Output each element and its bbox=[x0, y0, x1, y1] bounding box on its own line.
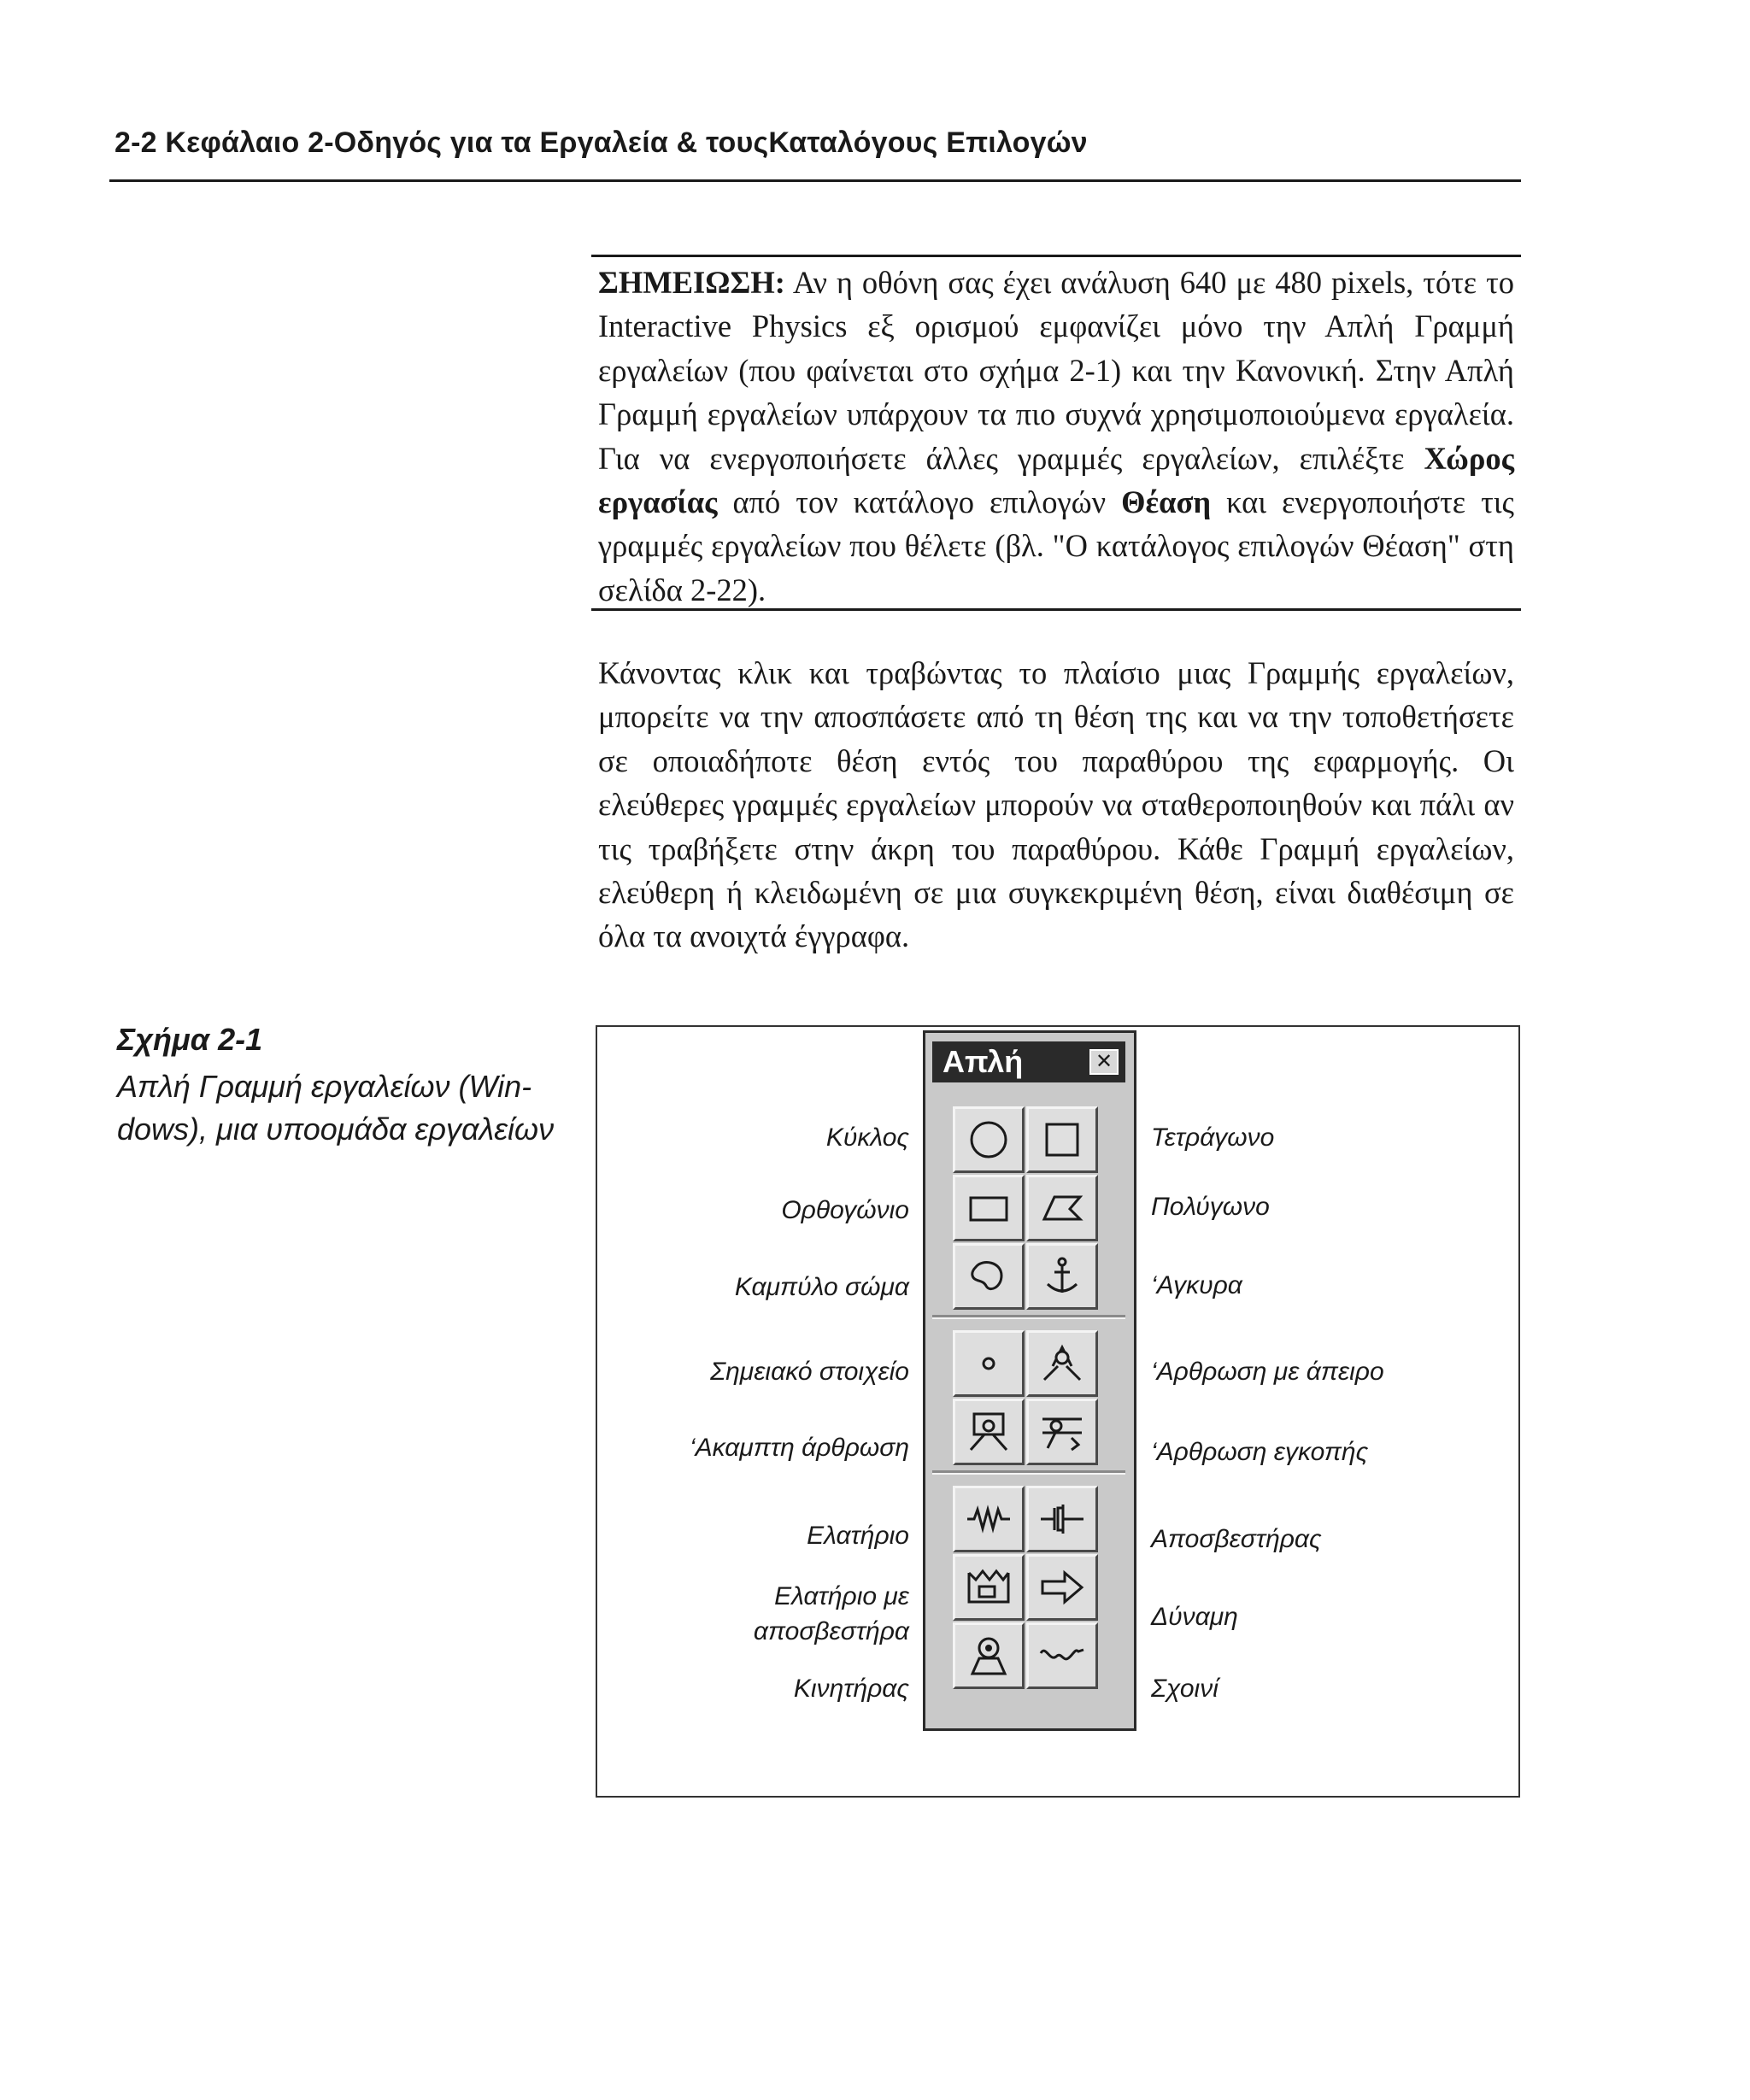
note-label: ΣΗΜΕΙΩΣΗ: bbox=[598, 265, 785, 300]
label-pin-joint: ‘Αρθρωση με άπειρο bbox=[1151, 1358, 1384, 1386]
damper-icon bbox=[1037, 1496, 1087, 1542]
label-damper: Αποσβεστήρας bbox=[1151, 1525, 1322, 1553]
rigid-joint-tool-button[interactable] bbox=[953, 1399, 1025, 1465]
note-text-1: Αν η οθόνη σας έχει ανάλυση 640 με 480 pixels, τότε το Interactive Physics εξ ορισμού εμφανίζει μόνο την Απλή Γραμμή εργαλείων (που φαίνεται στο σχήμα 2-1) και την Κανονική. Στην Απλή Γραμμή εργαλείων υπάρχουν τα πιο συχνά χρησιμοποιούμενα εργαλεία. Για να ενεργοποιήσετε άλλες γραμμές εργαλείων, επιλέξτε bbox=[598, 265, 1514, 476]
arrow-right-icon bbox=[1037, 1564, 1087, 1610]
label-rigid-joint: ‘Ακαμπτη άρθρωση bbox=[689, 1434, 909, 1462]
label-anchor: ‘Αγκυρα bbox=[1151, 1271, 1242, 1299]
damper-tool-button[interactable] bbox=[1026, 1486, 1098, 1552]
motor-tool-button[interactable] bbox=[953, 1622, 1025, 1689]
rectangle-tool-button[interactable] bbox=[953, 1175, 1025, 1241]
force-tool-button[interactable] bbox=[1026, 1554, 1098, 1621]
note-text-3: και ενεργοποιήστε τις γραμμές εργαλείων που θέλετε (βλ. "Ο κατάλογος επιλογών Θέαση" στη σελίδα 2-22). bbox=[598, 484, 1515, 607]
toolbar-titlebar[interactable] bbox=[932, 1041, 1125, 1082]
label-motor: Κινητήρας bbox=[793, 1675, 909, 1703]
motor-icon bbox=[964, 1633, 1013, 1679]
figure-caption-text: Απλή Γραμμή εργαλείων (Win-dows), μια υποομάδα εργαλείων bbox=[117, 1069, 555, 1147]
spring-damper-icon bbox=[964, 1564, 1013, 1610]
label-spring-damper-line2: αποσβεστήρα bbox=[753, 1617, 909, 1645]
toolbar-separator bbox=[932, 1315, 1125, 1319]
point-element-icon bbox=[964, 1340, 1013, 1387]
spring-tool-button[interactable] bbox=[953, 1486, 1025, 1552]
anchor-tool-button[interactable] bbox=[1026, 1243, 1098, 1310]
pin-joint-icon bbox=[1037, 1340, 1087, 1387]
note-paragraph bbox=[598, 261, 1514, 612]
label-spring: Ελατήριο bbox=[807, 1522, 909, 1550]
square-tool-button[interactable] bbox=[1026, 1106, 1098, 1173]
label-rope: Σχοινί bbox=[1151, 1675, 1219, 1703]
label-circle: Κύκλος bbox=[825, 1123, 909, 1152]
header-divider bbox=[109, 179, 1521, 182]
simple-toolbar[interactable] bbox=[923, 1030, 1136, 1731]
spring-icon bbox=[964, 1496, 1013, 1542]
label-polygon: Πολύγωνο bbox=[1151, 1193, 1270, 1221]
slot-joint-tool-button[interactable] bbox=[1026, 1399, 1098, 1465]
toolbar-title: Απλή bbox=[943, 1044, 1024, 1079]
note-top-rule bbox=[591, 255, 1521, 257]
slot-joint-icon bbox=[1037, 1409, 1087, 1455]
curved-body-tool-button[interactable] bbox=[953, 1243, 1025, 1310]
curved-body-icon bbox=[964, 1253, 1013, 1299]
polygon-tool-button[interactable] bbox=[1026, 1175, 1098, 1241]
label-square: Τετράγωνο bbox=[1151, 1123, 1275, 1152]
rope-tool-button[interactable] bbox=[1026, 1622, 1098, 1689]
rigid-joint-icon bbox=[964, 1409, 1013, 1455]
spring-damper-tool-button[interactable] bbox=[953, 1554, 1025, 1621]
point-element-tool-button[interactable] bbox=[953, 1330, 1025, 1397]
label-spring-damper-line1: Ελατήριο με bbox=[774, 1582, 909, 1610]
rectangle-icon bbox=[964, 1185, 1013, 1231]
page-header-title: 2-2 Κεφάλαιο 2-Οδηγός για τα Εργαλεία & τουςΚαταλόγους Επιλογών bbox=[115, 126, 1088, 159]
label-rectangle: Ορθογώνιο bbox=[781, 1196, 909, 1224]
note-bottom-rule bbox=[591, 608, 1521, 611]
note-bold-view: Θέαση bbox=[1121, 484, 1212, 520]
label-point-element: Σημειακό στοιχείο bbox=[710, 1358, 909, 1386]
pin-joint-tool-button[interactable] bbox=[1026, 1330, 1098, 1397]
close-icon[interactable]: ✕ bbox=[1089, 1049, 1119, 1075]
note-bold-workspace: Χώρος εργασίας bbox=[598, 440, 1514, 520]
circle-tool-button[interactable] bbox=[953, 1106, 1025, 1173]
figure-caption-title: Σχήμα 2-1 bbox=[117, 1022, 263, 1057]
anchor-icon bbox=[1037, 1253, 1087, 1299]
rope-icon bbox=[1037, 1633, 1087, 1679]
toolbar-separator bbox=[932, 1470, 1125, 1475]
label-curved-body: Καμπύλο σώμα bbox=[734, 1273, 909, 1301]
body-paragraph: Κάνοντας κλικ και τραβώντας το πλαίσιο μιας Γραμμής εργαλείων, μπορείτε να την αποσπάσετε από τη θέση της και να την τοποθετήσετε σε οποιαδήποτε θέση εντός του παραθύρου της εφαρμογής. Οι ελεύθερες γραμμές εργαλείων μπορούν να σταθεροποιηθούν και πάλι αν τις τραβήξετε στην άκρη του παραθύρου. Κάθε Γραμμή εργαλείων, ελεύθερη ή κλειδωμένη σε μια συγκεκριμένη θέση, είναι διαθέσιμη σε όλα τα ανοιχτά έγγραφα. bbox=[598, 655, 1514, 954]
polygon-icon bbox=[1037, 1185, 1087, 1231]
note-text-2: από τον κατάλογο επιλογών bbox=[717, 484, 1122, 520]
circle-icon bbox=[964, 1117, 1013, 1163]
label-force: Δύναμη bbox=[1151, 1603, 1238, 1631]
square-icon bbox=[1037, 1117, 1087, 1163]
label-slot-joint: ‘Αρθρωση εγκοπής bbox=[1151, 1438, 1369, 1466]
